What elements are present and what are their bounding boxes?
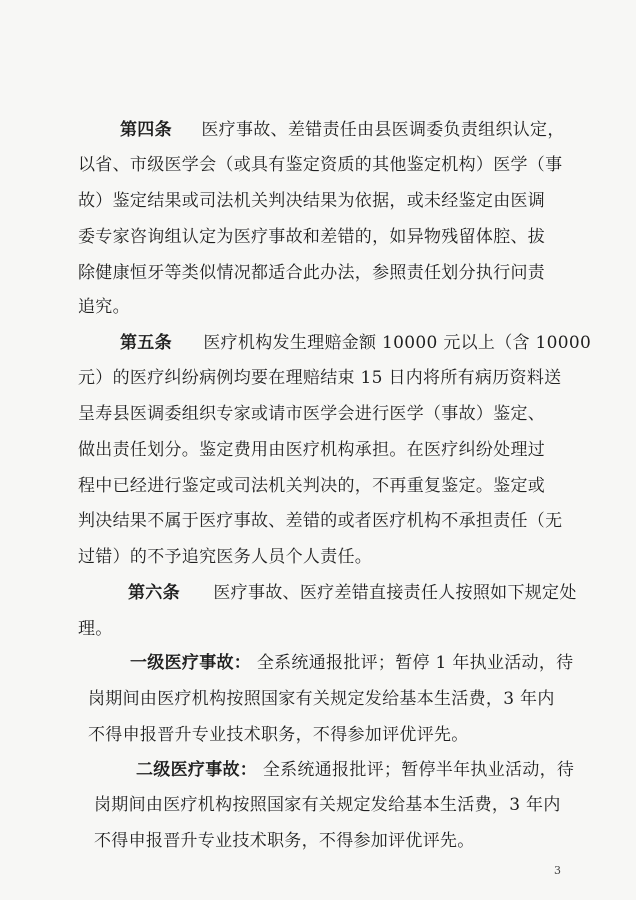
article-4-line-6: 追究。	[78, 297, 130, 317]
article-4-line-5: 除健康恒牙等类似情况都适合此办法，参照责任划分执行问责	[78, 263, 546, 283]
article-5-line-7: 过错）的不予追究医务人员个人责任。	[78, 547, 373, 567]
level-2-line-1	[136, 760, 574, 780]
article-4-line-1	[120, 120, 565, 140]
article-5-line-3: 呈寿县医调委组织专家或请市医学会进行医学（事故）鉴定、	[78, 404, 546, 424]
article-5-line-6: 判决结果不属于医疗事故、差错的或者医疗机构不承担责任（无	[78, 511, 563, 531]
level-2-line-3: 不得申报晋升专业技术职务，不得参加评优评先。	[94, 831, 475, 851]
article-5-text-1: 医疗机构发生理赔金额 10000 元以上（含 10000	[203, 333, 592, 353]
article-5-line-4: 做出责任划分。鉴定费用由医疗机构承担。在医疗纠纷处理过	[78, 440, 546, 460]
article-5-line-5: 程中已经进行鉴定或司法机关判决的，不再重复鉴定。鉴定或	[78, 476, 546, 496]
level-1-line-2: 岗期间由医疗机构按照国家有关规定发给基本生活费，3 年内	[88, 689, 555, 709]
article-4-line-3: 故）鉴定结果或司法机关判决结果为依据，或未经鉴定由医调	[78, 191, 546, 211]
level-2-label: 二级医疗事故：	[136, 760, 258, 780]
article-4-text-1: 医疗事故、差错责任由县医调委负责组织认定，	[201, 120, 565, 140]
page-number: 3	[554, 864, 561, 877]
article-6-line-1	[128, 583, 577, 603]
article-4-heading: 第四条	[120, 120, 172, 140]
article-5-heading: 第五条	[120, 333, 172, 353]
article-5-line-2: 元）的医疗纠纷病例均要在理赔结束 15 日内将所有病历资料送	[78, 368, 562, 388]
level-2-text-1: 全系统通报批评；暂停半年执业活动，待	[262, 760, 575, 780]
article-6-heading: 第六条	[128, 583, 180, 603]
article-5-line-1	[120, 333, 591, 353]
level-1-label: 一级医疗事故：	[130, 653, 252, 673]
article-6-line-2: 理。	[78, 619, 113, 639]
level-1-text-1: 全系统通报批评；暂停 1 年执业活动，待	[256, 653, 574, 673]
level-1-line-1	[130, 653, 573, 673]
level-1-line-3: 不得申报晋升专业技术职务，不得参加评优评先。	[88, 725, 469, 745]
article-6-text-1: 医疗事故、医疗差错直接责任人按照如下规定处	[213, 583, 577, 603]
article-4-line-4: 委专家咨询组认定为医疗事故和差错的，如异物残留体腔、拔	[78, 227, 546, 247]
article-4-line-2: 以省、市级医学会（或具有鉴定资质的其他鉴定机构）医学（事	[78, 155, 563, 175]
level-2-line-2: 岗期间由医疗机构按照国家有关规定发给基本生活费，3 年内	[94, 795, 561, 815]
